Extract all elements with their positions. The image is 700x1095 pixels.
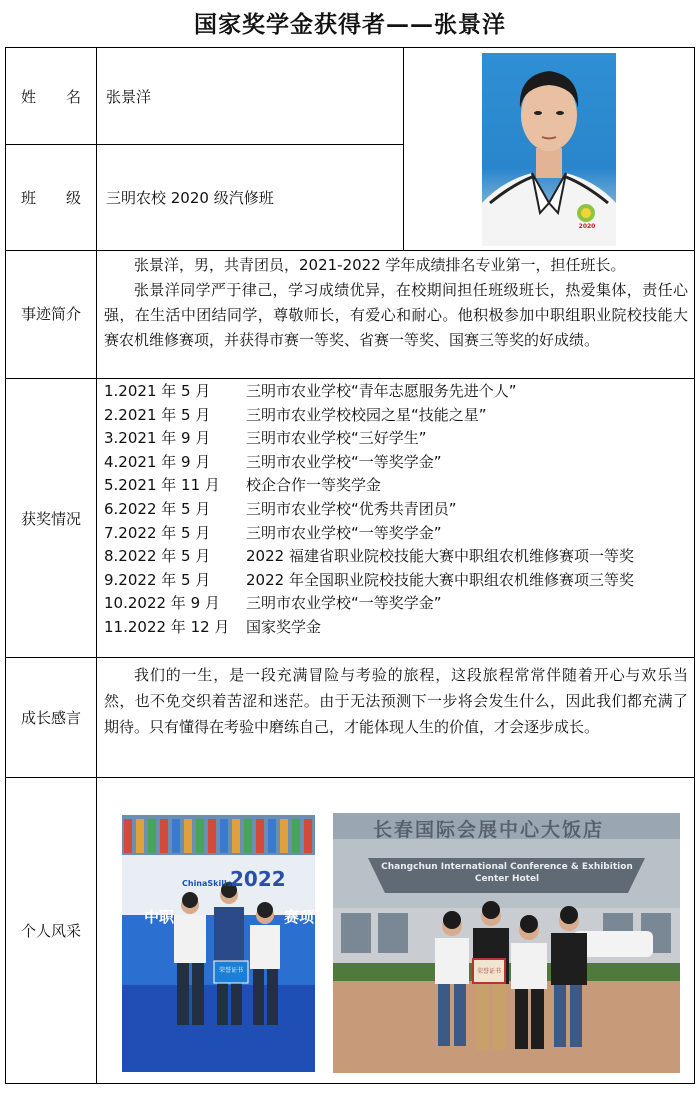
name-value: 张景洋	[106, 88, 152, 106]
list-item: 3.2021 年 9 月 三明市农业学校“三好学生”	[104, 429, 427, 448]
certificate-text: 荣誉证书	[218, 967, 243, 974]
deeds-label: 事迹简介	[20, 305, 81, 323]
reflection-label: 成长感言	[20, 709, 81, 727]
page-title: 国家奖学金获得者——张景洋	[194, 11, 506, 38]
list-item: 2.2021 年 5 月 三明市农业学校校园之星“技能之星”	[104, 405, 487, 424]
class-label: 班 级	[20, 189, 81, 207]
banner-brand: ChinaSkills	[182, 879, 232, 888]
list-item: 10.2022 年 9 月 三明市农业学校“一等奖学金”	[104, 594, 442, 613]
hotel-photo	[333, 813, 680, 1073]
hotel-sign-cn: 长春国际会展中心大饭店	[373, 819, 605, 841]
reflection-paragraph: 我们的一生，是一段充满冒险与考验的旅程，这段旅程常常伴随着开心与欢乐当然，也不免交织着苦涩和迷茫。由于无法预测下一步将会发生什么，因此我们都充满了期待。只有懂得在考验中磨练自己，才能体现人生的价值，才会逐步成长。	[104, 666, 688, 736]
banner-year: 2022	[230, 867, 286, 891]
banner-text: 中职	[144, 908, 175, 926]
class-value: 三明农校 2020 级汽修班	[106, 189, 274, 207]
list-item: 1.2021 年 5 月 三明市农业学校“青年志愿服务先进个人”	[104, 382, 517, 400]
student-photo	[482, 53, 616, 246]
deeds-paragraph-1: 张景洋，男，共青团员，2021-2022 学年成绩排名专业第一，担任班长。	[134, 256, 626, 274]
certificate-text-2: 荣誉证书	[476, 968, 501, 975]
list-item: 11.2022 年 12 月 国家奖学金	[104, 617, 322, 636]
list-item: 4.2021 年 9 月 三明市农业学校“一等奖学金”	[104, 452, 442, 471]
reflection-text	[104, 662, 688, 740]
list-item: 8.2022 年 5 月 2022 福建省职业院校技能大赛中职组农机维修赛项一等奖	[104, 547, 634, 566]
competition-photo	[122, 815, 315, 1072]
deeds-text	[104, 253, 688, 353]
list-item: 9.2022 年 5 月 2022 年全国职业院校技能大赛中职组农机维修赛项三等奖	[104, 570, 634, 589]
deeds-paragraph-2: 张景洋同学严于律己，学习成绩优异，在校期间担任班级班长，热爱集体，责任心强，在生活中团结同学，尊敬师长，有爱心和耐心。他积极参加中职组职业院校技能大赛农机维修赛项，并获得市赛一等奖、省赛一等奖、国赛三等奖的好成绩。	[104, 281, 688, 349]
list-item: 6.2022 年 5 月 三明市农业学校“优秀共青团员”	[104, 499, 457, 518]
name-label: 姓 名	[20, 88, 81, 106]
list-item: 7.2022 年 5 月 三明市农业学校“一等奖学金”	[104, 523, 442, 542]
list-item: 5.2021 年 11 月 校企合作一等奖学金	[104, 476, 382, 495]
awards-list	[104, 380, 694, 640]
awards-label: 获奖情况	[20, 510, 81, 528]
style-label: 个人风采	[20, 922, 81, 940]
hotel-sign-en: Changchun International Conference & Exhibition Center Hotel	[381, 862, 633, 884]
photo-badge-text: 2020	[578, 223, 596, 230]
banner-text-2: 赛项	[284, 908, 315, 926]
